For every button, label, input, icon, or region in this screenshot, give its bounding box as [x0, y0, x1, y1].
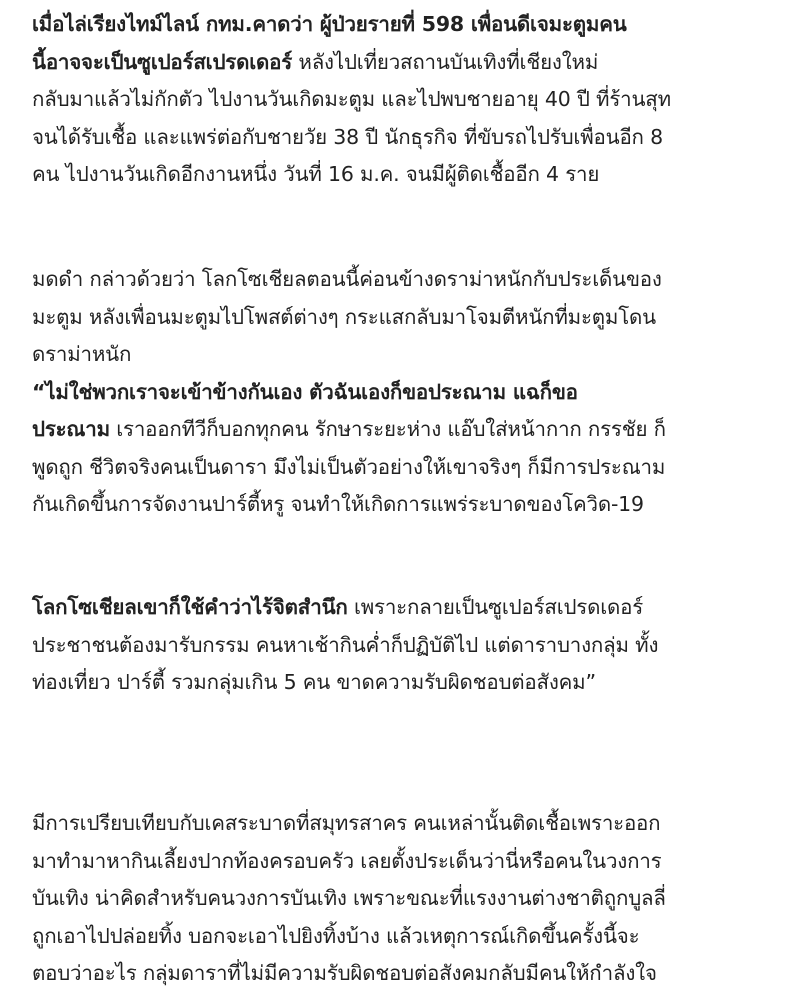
text-segment: ถูกเอาไปปล่อยทิ้ง บอกจะเอาไปยิงทิ้งบ้าง แล้วเหตุการณ์เกิดขึ้นครั้งนี้จะ — [32, 923, 640, 948]
paragraph-social-reaction — [32, 589, 658, 702]
bold-text-segment: โลกโซเชียลเขาก็ใช้คำว่าไร้จิตสำนึก — [32, 595, 348, 619]
text-segment: พูดถูก ชีวิตจริงคนเป็นดารา มึงไม่เป็นตัวอย่างให้เขาจริงๆ ก็มีการประณาม — [32, 454, 666, 479]
text-line — [32, 664, 658, 702]
text-segment: ตอบว่าอะไร กลุ่มดาราที่ไม่มีความรับผิดชอบต่อสังคมกลับมีคนให้กำลังใจ — [32, 961, 657, 985]
text-segment: ท่องเที่ยว ปาร์ตี้ รวมกลุ่มเกิน 5 คน ขาดความรับผิดชอบต่อสังคม” — [32, 670, 596, 694]
text-segment: มะตูม หลังเพื่อนมะตูมไปโพสต์ต่างๆ กระแสกลับมาโจมตีหนักที่มะตูมโดน — [32, 304, 656, 329]
text-segment: กันเกิดขึ้นการจัดงานปาร์ตี้หรู จนทำให้เกิดการแพร่ระบาดของโควิด-19 — [32, 492, 644, 516]
text-line — [32, 261, 666, 299]
text-line — [32, 411, 666, 449]
text-line — [32, 918, 666, 956]
text-line — [32, 336, 666, 374]
text-segment: คน ไปงานวันเกิดอีกงานหนึ่ง วันที่ 16 ม.ค. จนมีผู้ติดเชื้ออีก 4 ราย — [32, 162, 600, 186]
bold-text-segment: เมื่อไล่เรียงไทม์ไลน์ กทม.คาดว่า ผู้ป่วยรายที่ 598 เพื่อนดีเจมะตูมคน — [32, 12, 627, 36]
paragraph-modam-comment — [32, 261, 666, 524]
text-segment: มาทำมาหากินเลี้ยงปากท้องครอบครัว เลยตั้งประเด็นว่านี่หรือคนในวงการ — [32, 848, 662, 873]
text-line — [32, 627, 658, 665]
text-line — [32, 486, 666, 524]
bold-text-segment: ประณาม — [32, 417, 110, 441]
text-segment: ประชาชนต้องมารับกรรม คนหาเช้ากินค่ำก็ปฏิบัติไป แต่ดาราบางกลุ่ม ทั้ง — [32, 632, 659, 657]
text-segment: ดราม่าหนัก — [32, 342, 132, 366]
text-line — [32, 156, 671, 194]
text-segment: มดดำ กล่าวด้วยว่า โลกโซเชียลตอนนี้ค่อนข้างดราม่าหนักกับประเด็นของ — [32, 267, 662, 291]
paragraph-comparison — [32, 805, 666, 993]
text-line — [32, 119, 671, 157]
text-segment: หลังไปเที่ยวสถานบันเทิงที่เชียงใหม่ — [292, 49, 599, 74]
text-line — [32, 6, 671, 44]
bold-text-segment: “ไม่ใช่พวกเราจะเข้าข้างกันเอง ตัวฉันเองก็ขอประณาม แฉก็ขอ — [32, 379, 578, 404]
text-line — [32, 955, 666, 993]
text-line — [32, 299, 666, 337]
text-line — [32, 81, 671, 119]
text-segment: มีการเปรียบเทียบกับเคสระบาดที่สมุทรสาคร คนเหล่านั้นติดเชื้อเพราะออก — [32, 811, 661, 835]
text-line — [32, 843, 666, 881]
text-line — [32, 44, 671, 82]
text-line — [32, 449, 666, 487]
text-line — [32, 374, 666, 412]
text-segment: กลับมาแล้วไม่กักตัว ไปงานวันเกิดมะตูม และไปพบชายอายุ 40 ปี ที่ร้านสุท — [32, 87, 671, 111]
text-line — [32, 805, 666, 843]
text-segment: เราออกทีวีก็บอกทุกคน รักษาระยะห่าง แอ๊บใส่หน้ากาก กรรชัย ก็ — [109, 417, 666, 441]
text-line — [32, 589, 658, 627]
text-line — [32, 880, 666, 918]
bold-text-segment: นี้อาจจะเป็นซูเปอร์สเปรดเดอร์ — [32, 49, 293, 74]
text-segment: บันเทิง น่าคิดสำหรับคนวงการบันเทิง เพราะขณะที่แรงงานต่างชาติถูกบูลลี่ — [32, 886, 666, 910]
text-segment: เพราะกลายเป็นซูเปอร์สเปรดเดอร์ — [347, 595, 644, 619]
paragraph-timeline — [32, 6, 671, 194]
text-segment: จนได้รับเชื้อ และแพร่ต่อกับชายวัย 38 ปี นักธุรกิจ ที่ขับรถไปรับเพื่อนอีก 8 — [32, 124, 663, 149]
